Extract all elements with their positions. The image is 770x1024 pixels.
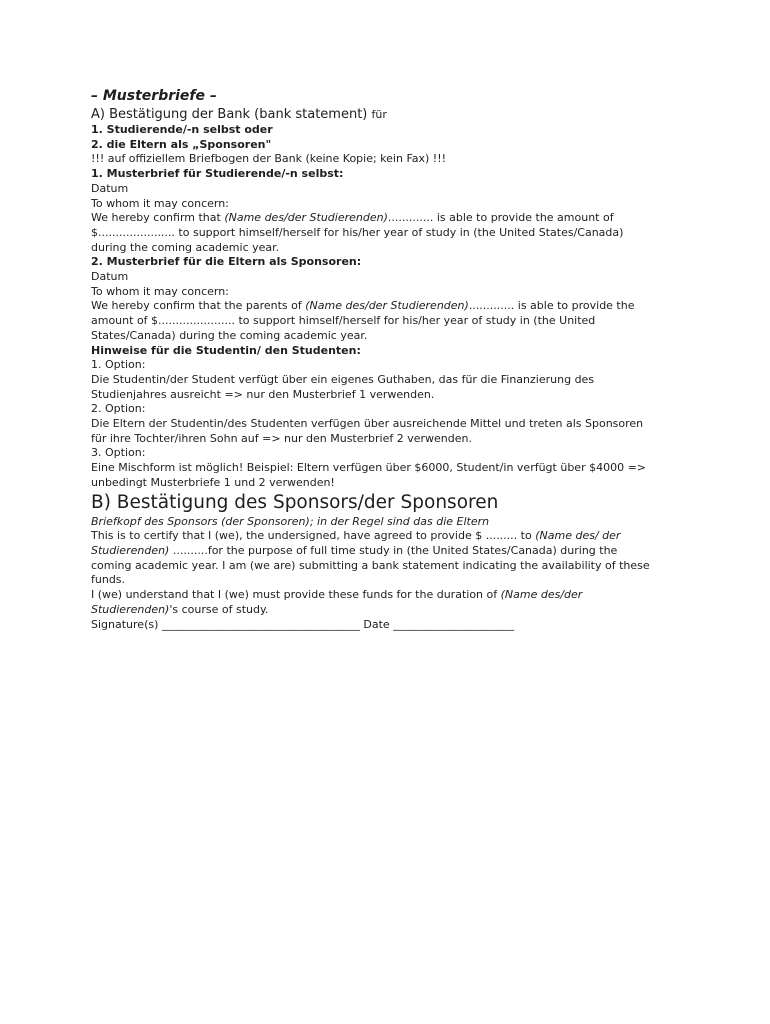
letter-1-date: Datum [91,181,129,195]
letter-1-salutation: To whom it may concern: [91,196,229,210]
signature-line: Signature(s) ____________________________________ Date ______________________ [91,617,515,631]
sponsor-paragraph-2 [91,588,651,617]
hint-option-2-label: 2. Option: [91,402,146,416]
sponsor-p2-post: 's course of study. [169,602,269,616]
letter-2-student-name: (Name des/der Studierenden) [305,299,469,313]
letter-2-date: Datum [91,270,129,284]
letter-1-body [91,211,651,255]
document-page [91,87,651,632]
letter-1-student-name: (Name des/der Studierenden) [224,211,388,225]
sponsor-p2-pre: I (we) understand that I (we) must provide these funds for the duration of [91,588,501,602]
section-a-heading-text: A) Bestätigung der Bank (bank statement) [91,107,368,122]
doc-title: – Musterbriefe – [91,88,217,104]
option-1-line: 1. Studierende/-n selbst oder [91,123,273,136]
sponsor-paragraph-1 [91,529,651,588]
sponsor-p2-student-name: (Name des/der Studierenden) [91,588,583,616]
letter-2-body [91,299,651,343]
letter-1-heading: 1. Musterbrief für Studierende/-n selbst: [91,167,344,181]
sponsor-p1-post: ..........for the purpose of full time study in (the United States/Canada) during the coming academic year. I am (we are) submitting a bank statement indicating the availability of these funds. [91,543,650,587]
hints-heading: Hinweise für die Studentin/ den Studenten: [91,343,361,357]
letter-2-heading: 2. Musterbrief für die Eltern als Sponsoren: [91,255,362,269]
hint-option-1-label: 1. Option: [91,358,146,372]
letter-2-body-post: ............. is able to provide the amount of $...................... to support himself/herself for his/her year of study in (the United States/Canada) during the coming academic year. [91,299,635,342]
letter-1-body-post: ............. is able to provide the amount of $...................... to support himself/herself for his/her year of study in (the United States/Canada) during the coming academic year. [91,211,624,254]
letter-2-salutation: To whom it may concern: [91,284,229,298]
hint-option-3-text: Eine Mischform ist möglich! Beispiel: Eltern verfügen über $6000, Student/in verfügt über $4000 => unbedingt Musterbriefe 1 und 2 verwenden! [91,461,647,489]
section-a-heading [91,106,651,123]
letter-1-body-pre: We hereby confirm that [91,211,225,225]
letter-2-body-pre: We hereby confirm that the parents of [91,299,306,313]
hint-option-2-text: Die Eltern der Studentin/des Studenten verfügen über ausreichende Mittel und treten als Sponsoren für ihre Tochter/ihren Sohn auf => nur den Musterbrief 2 verwenden. [91,417,644,445]
section-b-subheading: Briefkopf des Sponsors (der Sponsoren); in der Regel sind das die Eltern [91,514,490,528]
sponsor-p1-student-name: (Name des/ der Studierenden) [91,529,621,557]
option-2-line: 2. die Eltern als „Sponsoren" [91,137,272,151]
bank-note: !!! auf offiziellem Briefbogen der Bank (keine Kopie; kein Fax) !!! [91,152,447,166]
sponsor-p1-pre: This is to certify that I (we), the undersigned, have agreed to provide $ ......... to [91,529,536,543]
hint-option-1-text: Die Studentin/der Student verfügt über ein eigenes Guthaben, das für die Finanzierung des Studienjahres ausreicht => nur den Musterbrief 1 verwenden. [91,372,595,401]
section-b-heading: B) Bestätigung des Sponsors/der Sponsoren [91,491,499,513]
hint-option-3-label: 3. Option: [91,446,146,460]
section-a-heading-suffix: für [371,108,387,121]
